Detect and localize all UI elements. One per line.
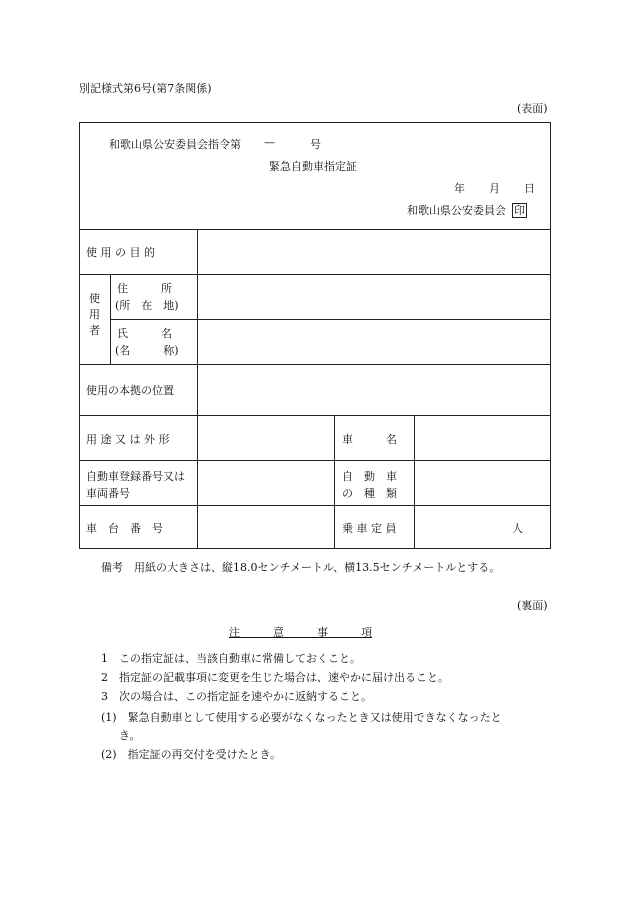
certificate-form — [79, 122, 551, 549]
divider-line — [334, 415, 335, 548]
certificate-title: 緊急自動車指定証 — [269, 160, 357, 173]
sub-note-item: (2) 指定証の再交付を受けたとき。 — [101, 748, 282, 761]
date-day: 日 — [524, 182, 535, 195]
divider-line — [110, 319, 550, 320]
chassis-number-label: 車 台 番 号 — [86, 522, 163, 535]
note-item: 1 この指定証は、当該自動車に常備しておくこと。 — [101, 652, 361, 665]
registration-sublabel: 車両番号 — [86, 487, 130, 500]
purpose-label: 使 用 の 目 的 — [86, 246, 155, 259]
back-side-label: (裏面) — [517, 599, 548, 612]
divider-line — [80, 229, 550, 230]
note-item: 3 次の場合は、この指定証を速やかに返納すること。 — [101, 690, 372, 703]
issuer-name: 和歌山県公安委員会 — [407, 204, 506, 217]
divider-line — [414, 415, 415, 548]
remark: 備考 用紙の大きさは、縦18.0センチメートル、横13.5センチメートルとする。 — [101, 561, 501, 574]
sub-note-item: (1) 緊急自動車として使用する必要がなくなったとき又は使用できなくなったと — [101, 711, 502, 724]
designation-number-suffix: 号 — [310, 138, 321, 151]
address-sublabel: (所 在 地) — [115, 299, 179, 312]
sub-note-continuation: き。 — [119, 729, 141, 742]
issuer — [407, 202, 527, 218]
divider-line — [80, 460, 550, 461]
use-or-shape-label: 用 途 又 は 外 形 — [86, 433, 170, 446]
name-sublabel: (名 称) — [115, 344, 179, 357]
divider-line — [80, 505, 550, 506]
front-side-label: (表面) — [517, 102, 548, 115]
capacity-label: 乗 車 定 員 — [342, 522, 397, 535]
date-year: 年 — [454, 182, 465, 195]
designation-prefix: 和歌山県公安委員会指令第 — [109, 138, 241, 151]
vehicle-name-label: 車 名 — [342, 433, 397, 446]
divider-line — [110, 274, 111, 364]
designation-dash: — — [264, 136, 275, 149]
notes-title: 注 意 事 項 — [229, 626, 372, 639]
note-item: 2 指定証の記載事項に変更を生じた場合は、速やかに届け出ること。 — [101, 671, 449, 684]
capacity-unit: 人 — [512, 522, 523, 535]
registration-label: 自動車登録番号又は — [86, 470, 185, 483]
date-month: 月 — [489, 182, 500, 195]
divider-line — [80, 415, 550, 416]
form-number: 別記様式第6号(第7条関係) — [79, 82, 212, 95]
base-location-label: 使用の本拠の位置 — [86, 384, 174, 397]
name-label: 氏 名 — [117, 327, 172, 340]
vehicle-type-label: 自 動 車 — [342, 470, 397, 483]
vehicle-type-sublabel: の 種 類 — [342, 487, 397, 500]
seal-box: 印 — [514, 204, 525, 217]
address-label: 住 所 — [117, 282, 172, 295]
user-label: 使用者 — [89, 292, 100, 337]
divider-line — [197, 229, 198, 548]
divider-line — [80, 274, 550, 275]
divider-line — [80, 364, 550, 365]
